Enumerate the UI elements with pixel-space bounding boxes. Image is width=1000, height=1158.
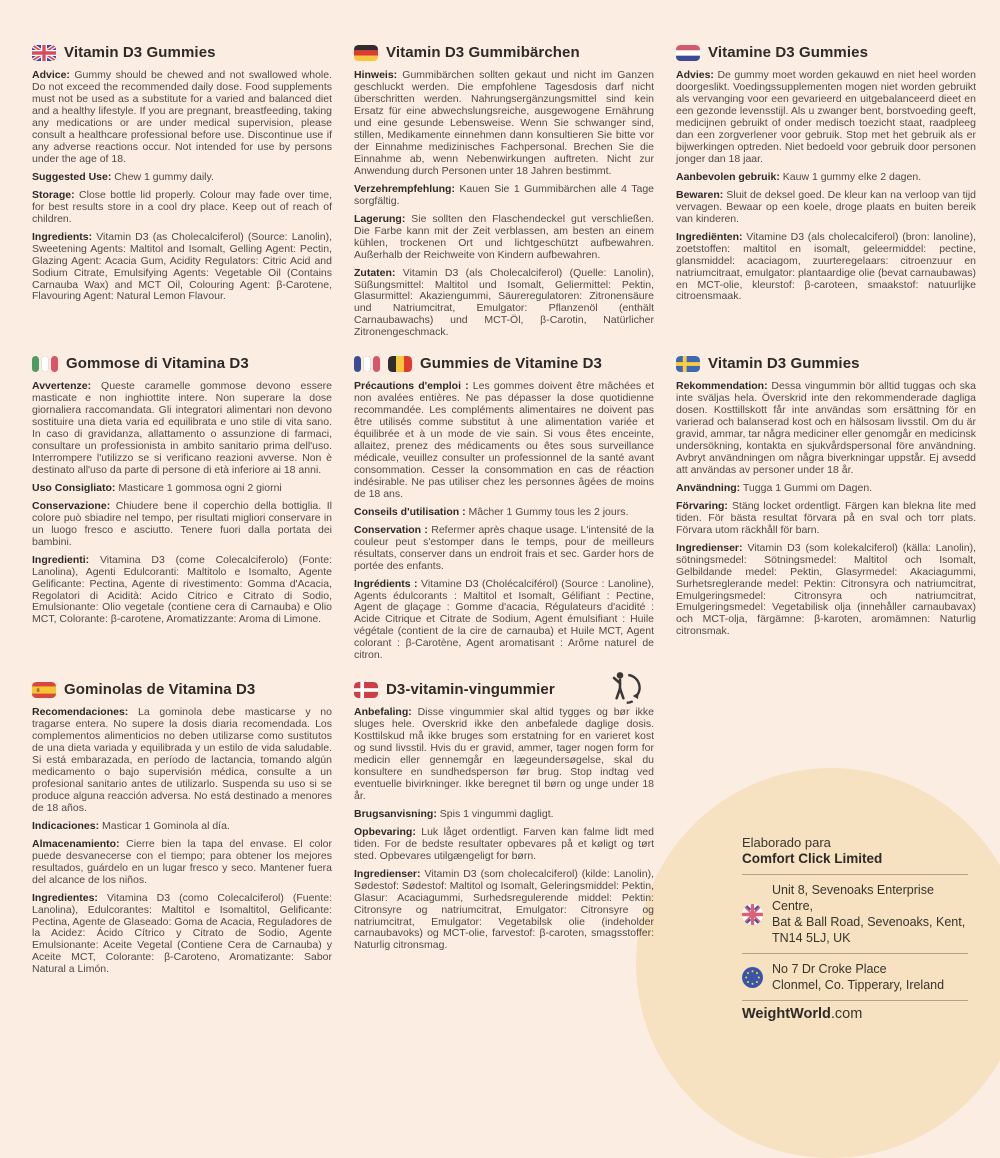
paragraph-text: Stäng locket ordentligt. Färgen kan blekna lite med tiden. För bästa resultat förvara på en sval och torr plats. Förvara utom räckhåll för barn.: [676, 499, 976, 536]
paragraph-label: Conseils d'utilisation :: [354, 505, 466, 518]
paragraph-label: Ingredienti:: [32, 553, 90, 566]
advice-paragraph: [32, 707, 332, 815]
address-line: TN14 5LJ, UK: [772, 931, 851, 946]
paragraph-text: Queste caramelle gommose devono essere masticate e non inghiottite intere. Non superare la dose giornaliera raccomandata. Gli integratori alimentari non devono sostituire una dieta varia ed equilibrata e uno stile di vita sano. In caso di gravidanza, allattamento o assunzione di farmaci, consultare un professionista in ambito sanitario prima dell'uso. Interrompere l'utilizzo se si verificano reazioni avverse. Non è destinato all'uso da parte di persone di età inferiore ai 18 anni.: [32, 380, 332, 476]
paragraph-text: Sie sollten den Flaschendeckel gut verschließen. Die Farbe kann mit der Zeit verblassen, am besten an einem kühlen, trockenen Ort und lichtgeschützt aufbewahren. Außerhalb der Reichweite von Kindern aufbewahren.: [354, 212, 654, 261]
advice-paragraph: [354, 381, 654, 501]
paragraph-text: Refermer après chaque usage. L'intensité de la couleur peut s'estomper dans le temps, pour de meilleurs résultats, conserver dans un endroit frais et sec. Garder hors de portée des enfants.: [354, 523, 654, 572]
paragraph-text: Close bottle lid properly. Colour may fade over time, for best results store in a cool dry place. Keep out of reach of children.: [32, 188, 332, 225]
paragraph-label: Indicaciones:: [32, 819, 100, 832]
suggested-use-paragraph: [676, 172, 976, 184]
uk-flag-icon: [32, 45, 56, 61]
paragraph-text: Vitamina D3 (como Colecalciferol) (Fuente: Lanolina), Edulcorantes: Maltitol e Isomaltitol, Gelificante: Pectina, Agente de Glaseado: Goma de Acacia, Reguladores de la Acidez: Ácido Cítrico y Citrato de Sodio, Agente Emulsionante: Aceite Vegetal (Contiene Cera de Carnauba) y Aceite MCT, Colorante: β-Caroteno, Aromatizante: Sabor Natural a Limón.: [32, 891, 332, 976]
paragraph-text: De gummy moet worden gekauwd en niet heel worden doorgeslikt. Voedingssupplementen mogen niet worden gebruikt als vervanging voor een gevarieerd en uitgebalanceerd dieet en een gezonde levensstijl. Als u zwanger bent, borstvoeding geeft, medicijnen gebruikt of onder medisch toezicht staat, raadpleeg dan een zorgverlener voor gebruik. Stop met het gebruik als er bijwerkingen optreden. Niet bedoeld voor gebruik door personen jonger dan 18 jaar.: [676, 69, 976, 165]
suggested-use-paragraph: [354, 184, 654, 208]
paragraph-text: Vitamin D3 (als Cholecalciferol) (Quelle: Lanolin), Süßungsmittel: Maltitol und Isomalt, Geliermittel: Pektin, Glasurmittel: Akaziengummi, Säureregulatoren: Zitronensäure und Natriumcitrat, Emulgator: Pflanzenöl (enthält Carnaubawachs) und MCT-Öl, β-Carotin, Natürlicher Zitronengeschmack.: [354, 266, 655, 339]
advice-paragraph: [32, 70, 332, 166]
paragraph-label: Användning:: [676, 481, 741, 494]
paragraph-label: Verzehrempfehlung:: [354, 182, 455, 195]
suggested-use-paragraph: [354, 507, 654, 519]
paragraph-text: Mâcher 1 Gummy tous les 2 jours.: [468, 505, 629, 518]
storage-paragraph: [32, 190, 332, 226]
advice-paragraph: [354, 70, 654, 178]
paragraph-label: Ingredients:: [32, 230, 93, 243]
paragraph-text: Dessa vingummin bör alltid tuggas och ska inte sväljas hela. Överskrid inte den rekommenderade dagliga dosen. Kosttillskott får inte användas som ersättning för en varierad och balanserad kost och en hälsosam livsstil. Om du är gravid, ammar, tar några mediciner eller genomgår en medicinsk undersökning, kontakta en sjukvårdspersonal före användning. Avbryt användningen om några biverkningar uppstår. Ej avsedd att användas av personer under 18 år.: [676, 380, 976, 476]
section-title: Gommose di Vitamina D3: [66, 355, 249, 372]
section-title: Vitamin D3 Gummibärchen: [386, 44, 580, 61]
paragraph-label: Storage:: [32, 188, 75, 201]
paragraph-label: Anbefaling:: [354, 706, 412, 718]
paragraph-label: Almacenamiento:: [32, 837, 120, 850]
storage-paragraph: [354, 214, 654, 262]
section-title: D3-vitamin-vingummier: [386, 681, 555, 698]
section-german: [354, 40, 654, 351]
paragraph-label: Recomendaciones:: [32, 706, 129, 718]
ingredients-paragraph: [32, 555, 332, 627]
address-line: No 7 Dr Croke Place: [772, 962, 887, 977]
paragraph-text: Vitamine D3 (Cholécalciférol) (Source : Lanoline), Agents édulcorants : Maltitol et Isomalt, Gélifiant : Pectine, Agent de glaçage : Gomme d'acacia, Régulateurs d'acidité : Acide Citrique et Citrate de Sodium, Agent émulsifiant : Huile végétale (contient de la cire de carnauba) et Huile MCT, Agent colorant : β-Carotène, Agent aromatisant : Arôme naturel de citron.: [354, 577, 654, 662]
advice-paragraph: [354, 707, 654, 803]
france-flag-icon: [354, 356, 380, 372]
section-title: Vitamin D3 Gummies: [708, 355, 860, 372]
manufacturer-block: [742, 835, 968, 1022]
paragraph-text: Luk låget ordentligt. Farven kan falme lidt med tiden. For de bedste resultater opbevares på et køligt og tørt sted. Opbevares utilgængeligt for børn.: [354, 825, 654, 862]
section-english: [32, 40, 332, 351]
paragraph-text: Vitamine D3 (als cholecalciferol) (bron: lanoline), zoetstoffen: maltitol en isomalt, geleermiddel: pectine, glansmiddel: acaciagom, zuurteregelaars: citroenzuur en natriumcitraat, emulgator: plantaardige olie (bevat carnaubawas) en MCT-olie, kleurstof: β-caroteen, smaakstof: natuurlijke citroensmaak.: [676, 230, 976, 303]
divider: [742, 953, 968, 954]
storage-paragraph: [354, 525, 654, 573]
advice-paragraph: [676, 381, 976, 477]
ingredients-paragraph: [354, 268, 654, 340]
ireland-address-lines: [772, 961, 944, 993]
paragraph-label: Suggested Use:: [32, 170, 112, 183]
ingredients-paragraph: [354, 579, 654, 663]
paragraph-label: Avvertenze:: [32, 380, 92, 392]
paragraph-label: Ingrédients :: [354, 577, 418, 590]
suggested-use-paragraph: [32, 172, 332, 184]
paragraph-text: Masticar 1 Gominola al día.: [102, 819, 230, 832]
ingredients-paragraph: [32, 893, 332, 977]
paragraph-text: Kauw 1 gummy elke 2 dagen.: [782, 170, 922, 183]
storage-paragraph: [676, 190, 976, 226]
address-line: Unit 8, Sevenoaks Enterprise Centre,: [772, 883, 934, 914]
paragraph-label: Brugsanvisning:: [354, 807, 437, 820]
ingredients-paragraph: [354, 869, 654, 953]
ingredients-paragraph: [32, 232, 332, 304]
website-suffix: .com: [830, 1006, 863, 1023]
paragraph-text: Vitamina D3 (come Colecalciferolo) (Fonte: Lanolina), Agenti Edulcoranti: Maltitolo e Isomalto, Agente Gelificante: Pectina, Agente di rivestimento: Gomma d'Acacia, Regolatori di Acidità: Acido Citrico e Citrato di Sodio, Emulsionante: Olio vegetale (contiene cera di Carnauba) e Olio MCT, Colorante: β-carotene, Aromatizzante: Aroma di Limone.: [32, 553, 332, 626]
paragraph-label: Conservazione:: [32, 499, 111, 512]
paragraph-text: Vitamin D3 (som kolekalciferol) (källa: Lanolin), sötningsmedel: Sötningsmedel: Maltitol och Isomalt, Gelbildande medel: Pektin, Glasyrmedel: Akaciagummi, Surhetsreglerande medel: Pektin: Citronsyra och natriumcitrat, Emulgeringsmedel: Citronsyra och natriumcitrat, Emulgeringsmedel: Vegetabilisk olja (innehåller carnaubavax) och MCT-olja, färgämne: β-karoten, aromämnen: Naturlig citronsmak.: [676, 541, 976, 638]
belgium-flag-icon: [388, 356, 412, 372]
website-brand: WeightWorld: [742, 1006, 831, 1023]
divider: [742, 1000, 968, 1001]
section-header: [32, 681, 332, 698]
section-title: Gummies de Vitamine D3: [420, 355, 602, 372]
paragraph-label: Bewaren:: [676, 188, 724, 201]
section-spanish: [32, 677, 332, 982]
paragraph-label: Conservation :: [354, 523, 428, 536]
section-header: [676, 44, 976, 61]
section-danish: [354, 677, 654, 982]
ingredients-paragraph: [676, 543, 976, 639]
suggested-use-paragraph: [32, 483, 332, 495]
advice-paragraph: [676, 70, 976, 166]
paragraph-text: Gummibärchen sollten gekaut und nicht im Ganzen geschluckt werden. Die empfohlene Tagesdosis darf nicht überschritten werden. Nahrungsergänzungsmittel sind kein Ersatz für eine abwechslungsreiche, ausgewogene Ernährung und eine gesunde Lebensweise. Wenn Sie schwanger sind, stillen, Medikamente einnehmen dann konsultieren Sie bitte vor der Einnahme medizinisches Fachpersonal. Brechen Sie die Einnahme ab, wenn Nebenwirkungen auftreten. Nicht zur Anwendung durch Personen unter 18 Jahren bestimmt.: [354, 69, 654, 177]
uk-address: [742, 880, 968, 948]
ingredients-paragraph: [676, 232, 976, 304]
section-swedish: [676, 351, 976, 677]
paragraph-text: Spis 1 vingummi dagligt.: [439, 807, 554, 820]
storage-paragraph: [32, 501, 332, 549]
divider: [742, 874, 968, 875]
uk-round-flag-icon: [742, 904, 763, 925]
sweden-flag-icon: [676, 356, 700, 372]
suggested-use-paragraph: [32, 821, 332, 833]
eu-round-flag-icon: [742, 967, 763, 988]
paragraph-label: Aanbevolen gebruik:: [676, 170, 780, 183]
section-header: [32, 44, 332, 61]
paragraph-label: Advice:: [32, 69, 70, 81]
suggested-use-paragraph: [676, 483, 976, 495]
section-header: [32, 355, 332, 372]
section-dutch: [676, 40, 976, 351]
paragraph-text: Cierre bien la tapa del envase. El color puede desvanecerse con el tiempo; para obtener los mejores resultados, guárdelo en un lugar fresco y seco. Mantener fuera del alcance de los niños.: [32, 837, 332, 886]
section-header: [676, 355, 976, 372]
paragraph-label: Hinweis:: [354, 69, 398, 81]
paragraph-label: Ingredientes:: [32, 891, 98, 904]
paragraph-label: Rekommendation:: [676, 380, 768, 392]
paragraph-text: Vitamin D3 (as Cholecalciferol) (Source: Lanolin), Sweetening Agents: Maltitol and Isomalt, Gelling Agent: Pectin, Glazing Agent: Acacia Gum, Acidity Regulators: Citric Acid and Sodium Citrate, Emulsifying Agents: Vegetable Oil (Contains Carnauba Wax) and MCT Oil, Colouring Agent: β-Carotene, Flavouring Agent: Natural Lemon Flavour.: [32, 230, 332, 303]
paragraph-label: Ingrediënten:: [676, 230, 743, 243]
section-italian: [32, 351, 332, 677]
section-title: Vitamine D3 Gummies: [708, 44, 869, 61]
ireland-address: [742, 959, 968, 995]
paragraph-label: Ingredienser:: [676, 541, 743, 554]
paragraph-text: Chiudere bene il coperchio della bottiglia. Il colore può sbiadire nel tempo, per risultati migliori conservare in un luogo fresco e asciutto. Tenere fuori dalla portata dei bambini.: [32, 499, 332, 548]
netherlands-flag-icon: [676, 45, 700, 61]
uk-address-lines: [772, 882, 968, 946]
storage-paragraph: [354, 827, 654, 863]
paragraph-text: Les gommes doivent être mâchées et non avalées entières. Ne pas dépasser la dose quotidienne recommandée. Les compléments alimentaires ne doivent pas être utilisés comme substitut à une alimentation variée et équilibrée et à un mode de vie sain. Si vous êtes enceinte, allaitez, prenez des médicaments ou êtes sous surveillance médicale, veuillez consulter un professionnel de la santé avant consommation. Cesser la consommation en cas de réaction indésirable. Ne pas utiliser chez les personnes âgées de moins de 18 ans.: [354, 380, 655, 500]
paragraph-text: Sluit de deksel goed. De kleur kan na verloop van tijd vervagen. Bewaar op een koele, droge plaats en buiten bereik van kinderen.: [676, 188, 977, 225]
paragraph-label: Uso Consigliato:: [32, 481, 116, 494]
paragraph-label: Opbevaring:: [354, 825, 416, 838]
paragraph-text: Vitamin D3 (som cholecalciferol) (kilde: Lanolin), Sødestof: Sødestof: Maltitol og Isomalt, Geleringsmiddel: Pektin, Glasur: Acaciagummi, Surhedsregulerende middel: Pektin: Citronsyre og natriumcitrat, Emulgator: Citronsyre og natriumcitrat, Emulgator: Vegetabilsk olie (indeholder carnaubavoks) og MCT-olie, farvestof: β-caroten, smagsstoffer: Naturlig citronsmag.: [354, 867, 654, 952]
address-line: Bat & Ball Road, Sevenoaks, Kent,: [772, 915, 966, 930]
company-name: Comfort Click Limited: [742, 851, 883, 867]
made-for-label: Elaborado para: [742, 835, 831, 850]
paragraph-text: Disse vingummier skal altid tygges og bør ikke sluges hele. Overskrid ikke den anbefalede daglige dosis. Kosttilskud må ikke bruges som erstatning for en varieret kost og sund livsstil. Hvis du er gravid, ammer, tager nogen form for medicin eller gennemgår en lægeundersøgelse, skal du konsultere en sundhedsperson før brug. Stop indtag ved eventuelle bivirkninger. Ikke beregnet til børn og unge under 18 år.: [354, 706, 654, 802]
section-header: [354, 681, 654, 698]
paragraph-text: Gummy should be chewed and not swallowed whole. Do not exceed the recommended daily dose. Food supplements must not be used as a substitute for a varied and balanced diet and a healthy lifestyle. If you are pregnant, breastfeeding, taking any medications or are under medical supervision, please consult a healthcare professional before use. Discontinue use if any adverse reactions occur. Not intended for use by persons under the age of 18.: [32, 69, 332, 165]
paragraph-text: Kauen Sie 1 Gummibärchen alle 4 Tage sorgfältig.: [354, 182, 654, 207]
spain-flag-icon: [32, 682, 56, 698]
storage-paragraph: [32, 839, 332, 887]
paragraph-label: Précautions d'emploi :: [354, 380, 469, 392]
paragraph-label: Förvaring:: [676, 499, 728, 512]
storage-paragraph: [676, 501, 976, 537]
italy-flag-icon: [32, 356, 58, 372]
denmark-flag-icon: [354, 682, 378, 698]
paragraph-label: Ingredienser:: [354, 867, 421, 880]
paragraph-label: Zutaten:: [354, 266, 396, 279]
paragraph-text: La gominola debe masticarse y no tragarse entera. No supere la dosis diaria recomendada. Los complementos alimenticios no deben utilizarse como sustitutos de una dieta variada y equilibrada y un estilo de vida saludable. Si está embarazada, en período de lactancia, tomando algún medicamento o bajo supervisión médica, consulte a un profesional sanitario antes de utilizarlo. Suspenda su uso si se produce alguna reacción adversa. No está destinado a menores de 18 años.: [32, 706, 332, 814]
section-french: [354, 351, 654, 677]
paragraph-text: Masticare 1 gommosa ogni 2 giorni: [118, 481, 282, 494]
germany-flag-icon: [354, 45, 378, 61]
paragraph-text: Tugga 1 Gummi om Dagen.: [742, 481, 873, 494]
website-text: [742, 1006, 968, 1022]
section-header: [354, 355, 654, 372]
section-title: Vitamin D3 Gummies: [64, 44, 216, 61]
paragraph-label: Lagerung:: [354, 212, 406, 225]
suggested-use-paragraph: [354, 809, 654, 821]
section-title: Gominolas de Vitamina D3: [64, 681, 256, 698]
paragraph-label: Advies:: [676, 69, 714, 81]
paragraph-text: Chew 1 gummy daily.: [114, 170, 214, 183]
address-line: Clonmel, Co. Tipperary, Ireland: [772, 978, 945, 993]
advice-paragraph: [32, 381, 332, 477]
section-header: [354, 44, 654, 61]
